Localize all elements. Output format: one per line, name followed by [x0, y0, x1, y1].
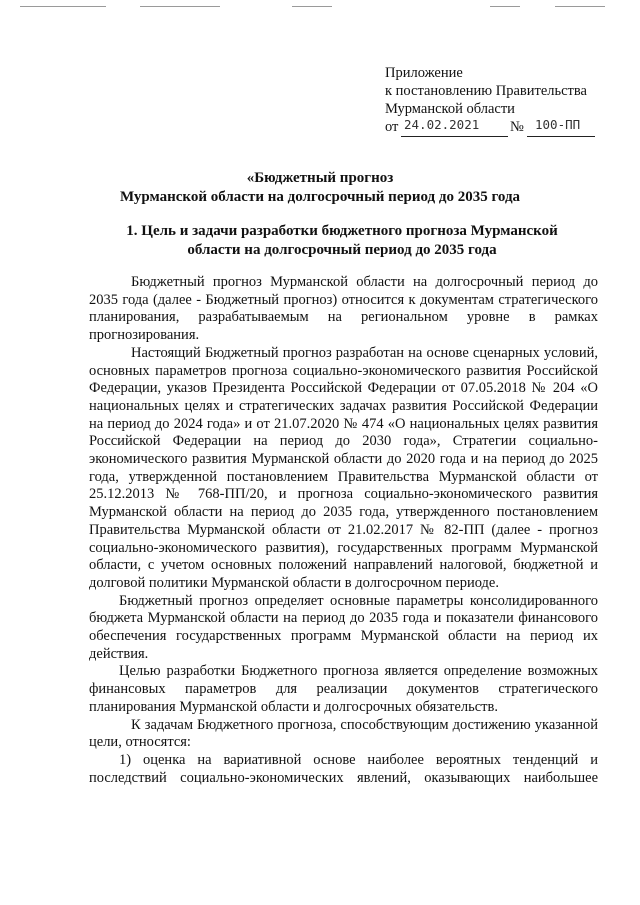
appendix-label: Приложение: [385, 65, 463, 81]
scan-artifact-line: [555, 6, 605, 7]
body-text: [89, 274, 598, 787]
region-name: Мурманской области: [385, 101, 515, 117]
section-heading-line2: области на долгосрочный период до 2035 года: [187, 242, 497, 258]
date-underline: [401, 136, 508, 137]
appendix-header: [385, 64, 625, 138]
paragraph: Настоящий Бюджетный прогноз разработан на основе сценарных условий, основных параметров прогноза социально-экономического развития Российской Федерации, указов Президента Российской Федерации от 07.05.2018 № 204 «О национальных целях и стратегических задачах развития Российской Федерации на период до 2024 года» и от 21.07.2020 № 474 «О национальных целях развития Российской Федерации на период до 2030 года», Стратегии социально-экономического развития Мурманской области до 2020 года и на период до 2025 года, утвержденной постановлением Правительства Мурманской области от 25.12.2013 № 768-ПП/20, и прогноза социально-экономического развития Мурманской области на период до 2035 года, утвержденного постановлением Правительства Мурманской области от 21.02.2017 № 82-ПП (далее - прогноз социально-экономического развития), государственных программ Мурманской области, с учетом основных положений направлений налоговой, бюджетной и долговой политики Мурманской области в долгосрочном периоде.: [89, 344, 598, 591]
scan-artifact-line: [140, 6, 220, 7]
number-underline: [527, 136, 595, 137]
paragraph: К задачам Бюджетного прогноза, способствующим достижению указанной цели, относятся:: [89, 716, 598, 751]
section-heading: [72, 222, 612, 260]
document-title: [60, 169, 580, 207]
scan-artifact-line: [490, 6, 520, 7]
section-heading-line1: 1. Цель и задачи разработки бюджетного прогноза Мурманской: [126, 223, 558, 239]
paragraph: Целью разработки Бюджетного прогноза является определение возможных финансовых параметров для реализации документов стратегического планирования Мурманской области и долгосрочных обязательств.: [89, 663, 598, 715]
scan-artifact-line: [20, 6, 106, 7]
paragraph: Бюджетный прогноз Мурманской области на долгосрочный период до 2035 года (далее - Бюджетный прогноз) относится к документам стратегического планирования, разрабатываемым на региональном уровне в рамках прогнозирования.: [89, 274, 598, 344]
date-prefix: от: [385, 119, 399, 135]
number-value: 100-ПП: [535, 117, 581, 132]
date-value: 24.02.2021: [404, 117, 480, 132]
paragraph: 1) оценка на вариативной основе наиболее вероятных тенденций и последствий социально-экономических явлений, оказывающих наибольшее: [89, 751, 598, 786]
date-number-row: [385, 118, 625, 138]
scan-artifact-line: [292, 6, 332, 7]
document-title-line2: Мурманской области на долгосрочный период до 2035 года: [119, 189, 521, 205]
number-prefix: №: [510, 119, 524, 135]
document-title-line1: «Бюджетный прогноз: [246, 170, 394, 186]
resolution-reference: к постановлению Правительства: [385, 83, 587, 99]
paragraph: Бюджетный прогноз определяет основные параметры консолидированного бюджета Мурманской области на период до 2035 года и показатели финансового обеспечения государственных программ Мурманской области на период их действия.: [89, 592, 598, 662]
